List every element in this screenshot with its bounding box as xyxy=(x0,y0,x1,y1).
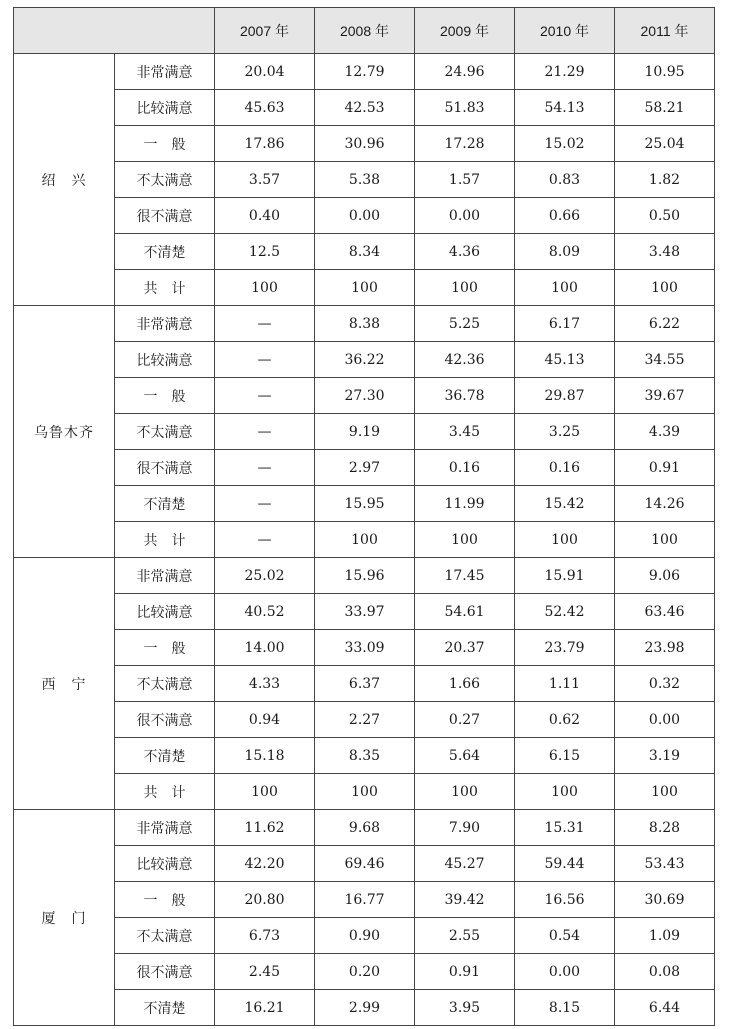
table-row xyxy=(14,954,715,990)
value-cell: 0.91 xyxy=(415,954,515,990)
value-cell: 9.06 xyxy=(615,558,715,594)
value-cell: 3.95 xyxy=(415,990,515,1026)
category-label: 不清楚 xyxy=(115,990,215,1026)
value-cell: 2.45 xyxy=(215,954,315,990)
value-cell: 2.97 xyxy=(315,450,415,486)
category-label: 不太满意 xyxy=(115,918,215,954)
table-row xyxy=(14,810,715,846)
value-cell: 25.04 xyxy=(615,126,715,162)
value-cell: 6.37 xyxy=(315,666,415,702)
value-cell: 6.22 xyxy=(615,306,715,342)
table-row xyxy=(14,630,715,666)
value-cell: 100 xyxy=(515,522,615,558)
city-label: 西 宁 xyxy=(14,558,115,810)
city-label: 乌鲁木齐 xyxy=(14,306,115,558)
value-cell: 1.11 xyxy=(515,666,615,702)
value-cell: 17.86 xyxy=(215,126,315,162)
value-cell: — xyxy=(215,486,315,522)
value-cell: 21.29 xyxy=(515,54,615,90)
value-cell: 15.18 xyxy=(215,738,315,774)
category-label: 非常满意 xyxy=(115,306,215,342)
value-cell: 16.21 xyxy=(215,990,315,1026)
category-label: 很不满意 xyxy=(115,198,215,234)
value-cell: 1.09 xyxy=(615,918,715,954)
value-cell: 15.96 xyxy=(315,558,415,594)
value-cell: 0.00 xyxy=(615,702,715,738)
table-row xyxy=(14,522,715,558)
value-cell: 25.02 xyxy=(215,558,315,594)
value-cell: 33.97 xyxy=(315,594,415,630)
category-label: 不清楚 xyxy=(115,738,215,774)
header-row xyxy=(14,8,715,54)
table-body xyxy=(14,54,715,1026)
city-label: 绍 兴 xyxy=(14,54,115,306)
value-cell: 6.73 xyxy=(215,918,315,954)
value-cell: 100 xyxy=(415,522,515,558)
value-cell: 34.55 xyxy=(615,342,715,378)
value-cell: 16.77 xyxy=(315,882,415,918)
value-cell: — xyxy=(215,306,315,342)
category-label: 非常满意 xyxy=(115,558,215,594)
value-cell: 1.66 xyxy=(415,666,515,702)
table-row xyxy=(14,774,715,810)
table-row xyxy=(14,306,715,342)
value-cell: 36.22 xyxy=(315,342,415,378)
header-year: 2009 年 xyxy=(415,8,515,54)
value-cell: 39.42 xyxy=(415,882,515,918)
table-row xyxy=(14,738,715,774)
value-cell: 15.95 xyxy=(315,486,415,522)
value-cell: 11.62 xyxy=(215,810,315,846)
table-row xyxy=(14,90,715,126)
value-cell: 3.19 xyxy=(615,738,715,774)
value-cell: 2.27 xyxy=(315,702,415,738)
value-cell: — xyxy=(215,450,315,486)
table-row xyxy=(14,846,715,882)
value-cell: 9.68 xyxy=(315,810,415,846)
value-cell: 8.38 xyxy=(315,306,415,342)
category-label: 很不满意 xyxy=(115,450,215,486)
value-cell: 0.83 xyxy=(515,162,615,198)
category-label: 共 计 xyxy=(115,270,215,306)
value-cell: 8.34 xyxy=(315,234,415,270)
value-cell: 0.91 xyxy=(615,450,715,486)
header-year: 2007 年 xyxy=(215,8,315,54)
value-cell: 0.20 xyxy=(315,954,415,990)
category-label: 很不满意 xyxy=(115,954,215,990)
value-cell: 23.98 xyxy=(615,630,715,666)
value-cell: 4.36 xyxy=(415,234,515,270)
value-cell: 42.20 xyxy=(215,846,315,882)
category-label: 非常满意 xyxy=(115,810,215,846)
value-cell: 20.80 xyxy=(215,882,315,918)
table-row xyxy=(14,54,715,90)
value-cell: 54.61 xyxy=(415,594,515,630)
value-cell: 6.15 xyxy=(515,738,615,774)
value-cell: 33.09 xyxy=(315,630,415,666)
value-cell: 20.04 xyxy=(215,54,315,90)
value-cell: 100 xyxy=(415,774,515,810)
value-cell: 0.08 xyxy=(615,954,715,990)
value-cell: 39.67 xyxy=(615,378,715,414)
value-cell: 100 xyxy=(315,270,415,306)
table-row xyxy=(14,414,715,450)
table-row xyxy=(14,342,715,378)
value-cell: 15.31 xyxy=(515,810,615,846)
value-cell: 10.95 xyxy=(615,54,715,90)
value-cell: 8.28 xyxy=(615,810,715,846)
table-row xyxy=(14,234,715,270)
value-cell: 42.53 xyxy=(315,90,415,126)
value-cell: 7.90 xyxy=(415,810,515,846)
value-cell: 4.39 xyxy=(615,414,715,450)
value-cell: 100 xyxy=(215,774,315,810)
category-label: 共 计 xyxy=(115,522,215,558)
value-cell: 0.00 xyxy=(415,198,515,234)
value-cell: — xyxy=(215,414,315,450)
category-label: 不清楚 xyxy=(115,486,215,522)
table-row xyxy=(14,378,715,414)
value-cell: 23.79 xyxy=(515,630,615,666)
category-label: 不太满意 xyxy=(115,666,215,702)
value-cell: 45.63 xyxy=(215,90,315,126)
value-cell: 24.96 xyxy=(415,54,515,90)
value-cell: 0.90 xyxy=(315,918,415,954)
value-cell: 14.26 xyxy=(615,486,715,522)
value-cell: 17.28 xyxy=(415,126,515,162)
header-year: 2010 年 xyxy=(515,8,615,54)
satisfaction-table xyxy=(13,7,715,1026)
table-row xyxy=(14,486,715,522)
category-label: 比较满意 xyxy=(115,90,215,126)
table-row xyxy=(14,270,715,306)
value-cell: 0.16 xyxy=(415,450,515,486)
value-cell: — xyxy=(215,522,315,558)
value-cell: 0.32 xyxy=(615,666,715,702)
value-cell: 15.91 xyxy=(515,558,615,594)
value-cell: 30.69 xyxy=(615,882,715,918)
value-cell: 100 xyxy=(615,774,715,810)
value-cell: 0.40 xyxy=(215,198,315,234)
value-cell: 54.13 xyxy=(515,90,615,126)
value-cell: — xyxy=(215,342,315,378)
value-cell: 0.00 xyxy=(315,198,415,234)
value-cell: 5.64 xyxy=(415,738,515,774)
table-row xyxy=(14,594,715,630)
table-row xyxy=(14,162,715,198)
value-cell: 6.44 xyxy=(615,990,715,1026)
value-cell: 59.44 xyxy=(515,846,615,882)
value-cell: 6.17 xyxy=(515,306,615,342)
value-cell: 15.02 xyxy=(515,126,615,162)
category-label: 一 般 xyxy=(115,378,215,414)
table-row xyxy=(14,702,715,738)
header-year: 2011 年 xyxy=(615,8,715,54)
value-cell: 14.00 xyxy=(215,630,315,666)
value-cell: 58.21 xyxy=(615,90,715,126)
header-year: 2008 年 xyxy=(315,8,415,54)
category-label: 很不满意 xyxy=(115,702,215,738)
value-cell: 0.94 xyxy=(215,702,315,738)
value-cell: 63.46 xyxy=(615,594,715,630)
value-cell: 52.42 xyxy=(515,594,615,630)
value-cell: 12.79 xyxy=(315,54,415,90)
table-row xyxy=(14,558,715,594)
value-cell: 30.96 xyxy=(315,126,415,162)
table-row xyxy=(14,882,715,918)
category-label: 一 般 xyxy=(115,630,215,666)
value-cell: — xyxy=(215,378,315,414)
value-cell: 45.13 xyxy=(515,342,615,378)
value-cell: 0.16 xyxy=(515,450,615,486)
value-cell: 2.55 xyxy=(415,918,515,954)
category-label: 比较满意 xyxy=(115,342,215,378)
value-cell: 100 xyxy=(415,270,515,306)
value-cell: 3.48 xyxy=(615,234,715,270)
value-cell: 12.5 xyxy=(215,234,315,270)
value-cell: 2.99 xyxy=(315,990,415,1026)
category-label: 一 般 xyxy=(115,882,215,918)
value-cell: 9.19 xyxy=(315,414,415,450)
value-cell: 3.57 xyxy=(215,162,315,198)
value-cell: 0.54 xyxy=(515,918,615,954)
value-cell: 100 xyxy=(515,774,615,810)
category-label: 一 般 xyxy=(115,126,215,162)
table-row xyxy=(14,450,715,486)
value-cell: 17.45 xyxy=(415,558,515,594)
value-cell: 3.45 xyxy=(415,414,515,450)
value-cell: 42.36 xyxy=(415,342,515,378)
category-label: 比较满意 xyxy=(115,594,215,630)
value-cell: 0.50 xyxy=(615,198,715,234)
category-label: 不太满意 xyxy=(115,414,215,450)
table-row xyxy=(14,666,715,702)
value-cell: 3.25 xyxy=(515,414,615,450)
value-cell: 8.09 xyxy=(515,234,615,270)
value-cell: 36.78 xyxy=(415,378,515,414)
table-row xyxy=(14,990,715,1026)
value-cell: 5.38 xyxy=(315,162,415,198)
value-cell: 8.35 xyxy=(315,738,415,774)
value-cell: 100 xyxy=(315,522,415,558)
value-cell: 4.33 xyxy=(215,666,315,702)
value-cell: 16.56 xyxy=(515,882,615,918)
value-cell: 0.66 xyxy=(515,198,615,234)
value-cell: 69.46 xyxy=(315,846,415,882)
value-cell: 100 xyxy=(515,270,615,306)
value-cell: 20.37 xyxy=(415,630,515,666)
value-cell: 8.15 xyxy=(515,990,615,1026)
value-cell: 40.52 xyxy=(215,594,315,630)
value-cell: 100 xyxy=(215,270,315,306)
value-cell: 51.83 xyxy=(415,90,515,126)
value-cell: 53.43 xyxy=(615,846,715,882)
category-label: 比较满意 xyxy=(115,846,215,882)
value-cell: 29.87 xyxy=(515,378,615,414)
value-cell: 0.27 xyxy=(415,702,515,738)
header-corner xyxy=(14,8,215,54)
value-cell: 0.62 xyxy=(515,702,615,738)
value-cell: 45.27 xyxy=(415,846,515,882)
value-cell: 0.00 xyxy=(515,954,615,990)
value-cell: 1.82 xyxy=(615,162,715,198)
value-cell: 5.25 xyxy=(415,306,515,342)
value-cell: 100 xyxy=(615,270,715,306)
value-cell: 11.99 xyxy=(415,486,515,522)
city-label: 厦 门 xyxy=(14,810,115,1026)
value-cell: 27.30 xyxy=(315,378,415,414)
category-label: 非常满意 xyxy=(115,54,215,90)
category-label: 共 计 xyxy=(115,774,215,810)
value-cell: 100 xyxy=(615,522,715,558)
category-label: 不太满意 xyxy=(115,162,215,198)
value-cell: 1.57 xyxy=(415,162,515,198)
table-row xyxy=(14,198,715,234)
value-cell: 100 xyxy=(315,774,415,810)
table-row xyxy=(14,126,715,162)
category-label: 不清楚 xyxy=(115,234,215,270)
value-cell: 15.42 xyxy=(515,486,615,522)
table-row xyxy=(14,918,715,954)
